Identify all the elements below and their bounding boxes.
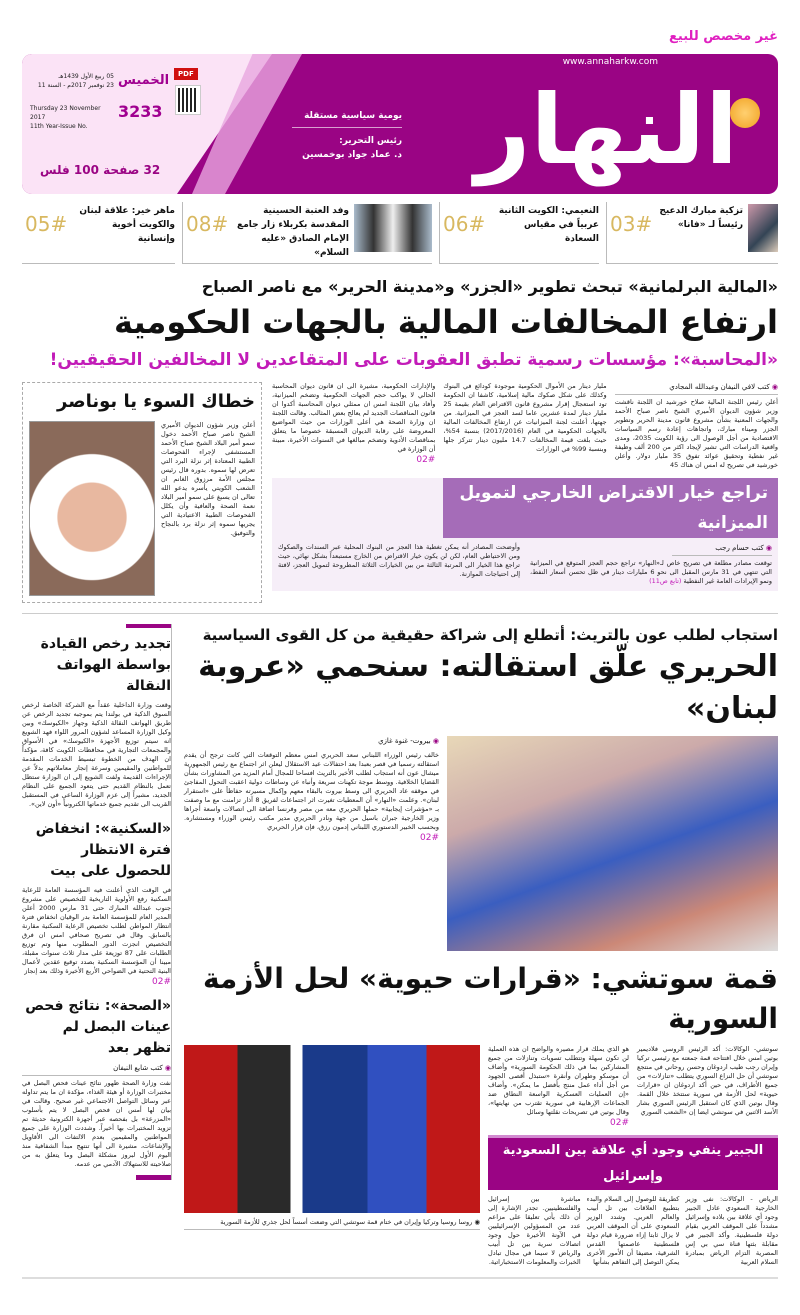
newspaper-logo: النهار <box>475 74 738 186</box>
license-headline[interactable]: تجديد رخص القيادة بواسطة الهواتف النقالة <box>40 636 171 694</box>
price-pages: 32 صفحة 100 فلس <box>40 163 161 177</box>
section-divider <box>22 613 778 614</box>
emir-body <box>29 421 255 596</box>
year-issue-en: 11th Year-Issue No. <box>30 123 88 130</box>
lead-kicker: «المالية البرلمانية» تبحث تطوير «الجزر» و«مدينة الحرير» مع ناصر الصباح <box>201 277 778 296</box>
teasers-row <box>22 202 778 264</box>
sochi-photo <box>184 1045 480 1213</box>
emir-text: أعلن وزير شؤون الديوان الأميري الشيخ ناصر صباح الأحمد دخول سمو أمير البلاد الشيخ صباح الأحمد المستشفى لإجراء الفحوصات الطبية المعتادة إثر نزلة البرد التي تعرض لها سموه. بدوره قال رئيس مجلس الأمة مرزوق الغانم ان الشعب الكويتي يأسره يدعو الله تعالى ان يسبغ على سمو أمير البلاد نعمة الصحة والعافية وأن يكلل الفحوصات الطبية الاعتيادية التي يجريها سموه إثر نزلة برد بالنجاح والتوفيق. <box>161 421 255 537</box>
lower-row <box>22 624 778 1267</box>
teaser-thumbnail <box>354 204 432 252</box>
lead-column: مليار دينار من الأموال الحكومية موجودة كودائع في البنوك وكذلك على شكل صكوك مالية إسلامية، كاشفا ان الحكومة تود استعجال إقرار مشروع قانون الاقتراض العام بقيمة 25 مليار دينار لمدة عشرين عاما لسد العجز في الميزانية. من جهتها، أعلنت لجنة الميزانيات عن ارتفاع المخالفات المالية بالجهات الحكومية في العام (2017/2016) بنسبة 54%، حيث بلغت قيمة المخالفات 14.7 مليون دينار تتركز جلها وبنسبة 99% في الوزارات <box>443 382 607 453</box>
sochi-headline[interactable]: قمة سوتشي: «قرارات حيوية» لحل الأزمة السورية <box>202 962 778 1035</box>
motto: يومية سياسية مستقلة <box>292 110 402 128</box>
loan-text: توقعت مصادر مطلعة في تصريح خاص لـ«النهار» تراجع حجم العجز المتوقع في الميزانية التي تنتهي في 31 مارس المقبل الى نحو 6 مليارات دينار في ظل تحسن أسعار النفط، ونمو الإيرادات العامة غير النفطية <box>530 559 772 585</box>
loan-box <box>272 478 778 591</box>
loan-page-ref[interactable]: (تابع ص11) <box>649 577 682 585</box>
dates-arabic <box>30 72 114 90</box>
teaser-page: 03# <box>610 212 653 236</box>
teaser-item[interactable] <box>182 202 432 264</box>
lead-column: والإدارات الحكومية، مشيرة الى ان قانون ديوان المحاسبة الحالي لا يواكب حجم الجهات الحكومية وتضخم الميزانية، وأفاد بيان اللجنة امس ان ممثلي ديوان المحاسبة أكدوا ان قانون المناقصات الجديد لم يعالج بعض المثالب. وقالت اللجنة ان وزارة الصحة هي أعلى الوزارات من حيث المواضيع المعروضة على رقابة الديوان المسبقة خصوصا ما يتعلق بمناقصات الأدوية وتضخم مبالغها في السنوات الأخيرة، مبينة أن الوزارة في <box>272 382 436 453</box>
hariri-page-ref[interactable]: 02# <box>420 833 439 843</box>
hariri-photo <box>447 736 778 951</box>
bottom-rule <box>22 1277 778 1279</box>
hariri-text: خالف رئيس الوزراء اللبناني سعد الحريري امس معظم التوقعات التي كانت ترجح أن يقدم استقالته رسميا في قصر بعبدا بعد احتفالات عيد الاستقلال ليعلن اثر اجتماع مع رئيس الجمهورية ميشال عون أنه استجاب لطلب الأخير بالتريث افساحا للمجال أمام المزيد من المشاورات بشأن القضايا الخلافية. ووسط موجة تكهنات سريعة وأنباء عن وساطات دولية اعقبت التحول المفاجئ في موقفه عاد الحريري الى وسط بيروت بالبقاء معهم وإكمال مسيرته حفاظاً على «استقرار لبنان». وعلمت «النهار» أن المعطيات تغيرت اثر اجتماعات لفريق 8 آذار تزامنت مع ما وصفت بـ «مؤشرات إيجابية» حملها الحريري معه من مصر وفرنسا اضافة الى اتصالات واسعة أجراها وزير الخارجية جبران باسيل من جهة ونادر الحريري مدير مكتب رئيس الوزراء ومستشاره. وبحسب الخبير الدستوري اللبناني إدمون رزق، فإن قرار الحريري <box>184 751 439 831</box>
hariri-kicker: استجاب لطلب عون بالتريث: أتطلع إلى شراكة حقيقية من كل القوى السياسية <box>202 626 778 644</box>
jubeir-columns <box>488 1195 778 1267</box>
lead-col-wrap <box>615 382 778 470</box>
teaser-item[interactable] <box>606 202 778 264</box>
sochi-col-wrap <box>488 1045 629 1129</box>
sochi-column: هو الذي يملك قرار مصيره والواضح ان هذه العملية لن تكون سهلة وتتطلب تسويات وتنازلات من جميع المشاركين بما في ذلك الحكومة السورية» وأضاف أن موسكو وطهران وأنقرة «ستبذل أقصى الجهود من أجل أداء عمل منتج بأفضل ما يمكن». وأضاف «إن العمليات العسكرية الواسعة النطاق ضد الجماعات الإرهابية في سورية تقترب من نهايتها»، وقال بوتين في تصريحات نقلتها وسائل <box>488 1045 629 1116</box>
sochi-caption: ◉ روسا روسيا وتركيا وإيران في ختام قمة سوتشي التي وضعت أسساً لحل جذري للأزمة السورية <box>184 1218 480 1230</box>
teaser-page: 05# <box>25 212 68 236</box>
sochi-column: سوتشي- الوكالات: أكد الرئيس الروسي فلاديمير بوتين امس خلال افتتاحه قمة جمعته مع رئيسي تركيا وإيران رجب طيب اردوغان وحسن روحاني في منتجع سوتشي أن حل النزاع السوري يتطلب «تنازلات» من جميع الأطراف، في حين أكد اردوغان ان «قرارات حيوية» لحل الأزمة في سورية ستتخذ خلال القمة. وقال بوتين الذي كان استقبل الرئيس السوري بشار الأسد الاثنين في سوتشي ايضا إن «الشعب السوري <box>637 1045 778 1116</box>
sochi-page-ref[interactable]: 02# <box>610 1118 629 1128</box>
jubeir-column: كطريقة للوصول إلى السلام والبدء بتطبيع العلاقات بين تل أبيب والعالم العربي. وشدد الوزير السعودي على أن الموقف العربي لا يزال ثابتا إزاء ضرورة قيام دولة فلسطينية عاصمتها القدس الشرقية، مضيفا أن الأمور الأخرى يمكن التوصل إلى التفاهم بشأنها <box>586 1195 680 1266</box>
teaser-text: ماهر خير: علاقة لبنان والكويت أخوية وإنسانية <box>79 206 175 244</box>
jubeir-column: الرياض - الوكالات: نفى وزير الخارجية السعودي عادل الجبير وجود أي علاقة بين بلاده وإسرائيل مشدداً على الموقف العربي بقيام دولة فلسطينية. وأكد الجبير في مقابلة بثتها قناة سي بي إس المصرية التزام الرياض بمبادرة السلام العربية <box>685 1195 778 1266</box>
accent-bar <box>136 1175 171 1180</box>
editor-in-chief <box>292 134 402 162</box>
sochi-photo-area <box>184 1045 480 1230</box>
editor-name: د. عماد جواد بوخمسين <box>302 150 402 160</box>
lead-columns <box>272 382 778 470</box>
qr-code-icon <box>176 86 200 114</box>
hariri-row <box>184 736 778 951</box>
housing-headline[interactable]: «السكنية»: انخفاض فترة الانتظار للحصول على بيت <box>35 821 171 879</box>
day-name: الخميس <box>118 73 170 88</box>
lead-row <box>22 382 778 603</box>
teaser-page: 08# <box>186 212 229 236</box>
lead-column: أعلن رئيس اللجنة المالية صلاح خورشيد ان اللجنة ناقشت وزير شؤون الديوان الأميري الشيخ ناصر صباح الأحمد والجهات المعنية بشأن مشروع قانون مدينة الحرير وتطوير الجزر وميناء مبارك، واتجاهات إعادة رسم السياسات الاقتصادية من أجل الوصول الى رؤية الكويت 2035، ومدى واقعية الدراسات التي تشير لإيجاد اكثر من 200 ألف وظيفة غير نفطية وتحقيق عوائد تفوق 35 مليار دولار. وأعلن خورشيد في تصريح له امس ان هناك 45 <box>614 398 778 469</box>
teaser-item[interactable] <box>439 202 599 264</box>
date-en: Thursday 23 November 2017 <box>30 105 101 121</box>
editor-label: رئيس التحرير: <box>339 136 402 146</box>
emir-headline[interactable]: خطاك السوء يا بوناصر <box>57 391 255 412</box>
caption-text: روسا روسيا وتركيا وإيران في ختام قمة سوتشي التي وضعت أسساً لحل جذري للأزمة السورية <box>220 1218 473 1226</box>
loan-col-wrap <box>530 543 772 586</box>
masthead <box>22 54 778 194</box>
loan-byline: ◉ كتب حسام رجب <box>672 543 772 556</box>
housing-text: في الوقت الذي أعلنت فيه المؤسسة العامة للرعاية السكنية رفع الأولوية التاريخية للتخصيص على مشروع جنوب عبدالله المبارك حتى 31 مارس 2000 أعلن المدير العام للمؤسسة العامة بدر الوقيان انخفاض فترة انتظار المواطن لطلب تخصيص الرعاية السكنية مقارنة بالسابق. وقال في تصريح صحافي امس ان فرق التخصيص انجزت الدور المطلوب منها وتم توزيع الطلبات على 87 توزيعة على مدار ثلاث سنوات مقبلة، مبينا أن المؤسسة السكنية بصدد توقيع عقدين لأعمال البنية التحتية في الضواحي الأربع الأخيرة وذلك بعد إنجاز <box>22 886 172 975</box>
pdf-button[interactable]: PDF <box>174 68 198 80</box>
teaser-item[interactable] <box>22 202 175 264</box>
front-page <box>22 0 778 1279</box>
lead-headline[interactable]: ارتفاع المخالفات المالية بالجهات الحكومية <box>114 303 778 341</box>
teaser-thumbnail <box>748 204 778 252</box>
not-for-sale-label: غير مخصص للبيع <box>669 29 778 44</box>
issue-number: 3233 <box>118 102 163 121</box>
health-headline[interactable]: «الصحة»: نتائج فحص عينات البصل لم تظهر بعد <box>25 998 171 1056</box>
sochi-columns <box>488 1045 778 1129</box>
loan-columns <box>272 538 778 586</box>
hijri-date: 05 ربيع الأول 1439هـ <box>58 73 114 80</box>
accent-bar <box>126 624 171 628</box>
loan-column-2: وأوضحت المصادر أنه يمكن تغطية هذا العجز من البنوك المحلية عبر السندات والصكوك ومن الاحتياطي العام، لكن لن يكون خيار الاقتراض من الخارج مستبعداً بشكل نهائي، حيث تراجع هذا الخيار الى المرتبة الثالثة من بين الخيارات الثلاثة المطروحة لتمويل العجز، لافتة إلى احتياجات الموازنة. <box>278 543 520 578</box>
website-url[interactable]: www.annaharkw.com <box>562 57 658 67</box>
teaser-text: النعيمي: الكويت الثانية عربياً في مقياس السعادة <box>498 206 599 244</box>
sochi-row <box>184 1045 778 1267</box>
license-text: وقعت وزارة الداخلية عقداً مع الشركة الخاصة لرخص السوق الذكية في بولندا يتم بموجبه تجديد الرخص عن طريق الهواتف النقالة الذكية وجهاز «الكيوسك» وبين وكيل الوزارة المساعد لشؤون المرور اللواء فهد الشويع انه سيتم توزيع الأجهزة «الكيوسك» في الأسواق والمجمعات التجارية في محافظات الكويت كافة، مؤكداً ان الهدف من الخطوة تبسيط الخدمات المقدمة للمواطنين والمقيمين وسرعة إنجاز معاملاتهم بدلاً عن الإجراءات القديمة ولفت الشويع إلى ان الوزارة ستظل تعمل بالنظام القديم حتى يتعود الجميع على النظام الجديد، مشيراً إلى عزم الوزارة الساعي في المستقبل القريب الى تقديم جميع خدماتها الكترونياً «أون لاين». <box>22 701 171 808</box>
lead-main <box>272 382 778 591</box>
teaser-page: 06# <box>443 212 486 236</box>
emir-photo <box>29 421 155 596</box>
emir-box <box>22 382 262 603</box>
lower-main <box>184 624 778 1267</box>
jubeir-column: مباشرة بين إسرائيل والفلسطينيين. تجدر الإشارة إلى أن ذلك يأتي تعليقا على مزاعم عدد من المسؤولين الإسرائيليين في الآونة الأخيرة حول وجود اتصالات سرية بين تل أبيب والرياض لا سيما في مجال تبادل الخبرات والمعلومات الاستخباراتية. <box>487 1195 581 1266</box>
gregorian-date-ar: 23 نوفمبر 2017م - السنة 11 <box>37 82 114 89</box>
hariri-text-wrap <box>184 736 439 844</box>
health-text: نفت وزارة الصحة ظهور نتائج عينات فحص البصل في مختبرات الوزارة أو هيئة الغذاء، مؤكدة ان ما يتم تداوله عبر وسائل التواصل الاجتماعي غير صحيح. وقالت في بيان لها أمس ان فحص البصل لا يتم بأسلوب «المزرعة» بل بفحصه عبر أجهزة الكترونية حديثة تم تزويد المختبرات بها أخيراً. وشددت الوزارة على جميع المواطنين والمقيمين بعدم الالتفات الى الأقاويل والإشاعات، مشيرة الى أنها تنتهج مبدأ الشفافية منذ اليوم الأول لبروز مشكلة البصل وما يتعلق به من صلاحيته للاستهلاك الآدمي من عدمه. <box>22 1079 171 1168</box>
health-byline: ◉ كتب شايع النيفان <box>22 1063 171 1076</box>
teaser-text: تزكية مبارك الدعيج رئيساً لـ «فانا» <box>659 206 743 230</box>
lead-page-ref[interactable]: 02# <box>416 455 436 465</box>
lead-subhead: «المحاسبة»: مؤسسات رسمية تطبق العقوبات على المتقاعدين لا المخالفين الحقيقيين! <box>49 350 778 370</box>
loan-column <box>530 559 772 586</box>
dates-english <box>30 104 114 131</box>
sochi-text-area <box>488 1045 778 1267</box>
lead-byline: ◉ كتب لافي النيفان وعبدالله المجادي <box>615 382 778 395</box>
lead-col-wrap <box>272 382 435 466</box>
loan-headline[interactable]: تراجع خيار الاقتراض الخارجي لتمويل الميزانية <box>443 478 778 538</box>
teaser-text: وفد العتبة الحسينية المقدسة بكربلاء زار جامع الإمام الصادق «عليه السلام» <box>237 206 349 258</box>
left-column <box>22 624 172 1180</box>
hariri-byline: ◉ بيروت- غنوة غازي <box>184 736 439 748</box>
housing-page-ref[interactable]: 02# <box>152 977 171 987</box>
jubeir-headline[interactable]: الجبير ينفي وجود أي علاقة بين السعودية وإسرائيل <box>488 1135 778 1190</box>
hariri-headline[interactable]: الحريري علّق استقالته: سنحمي «عروبة لبنان» <box>198 649 778 726</box>
